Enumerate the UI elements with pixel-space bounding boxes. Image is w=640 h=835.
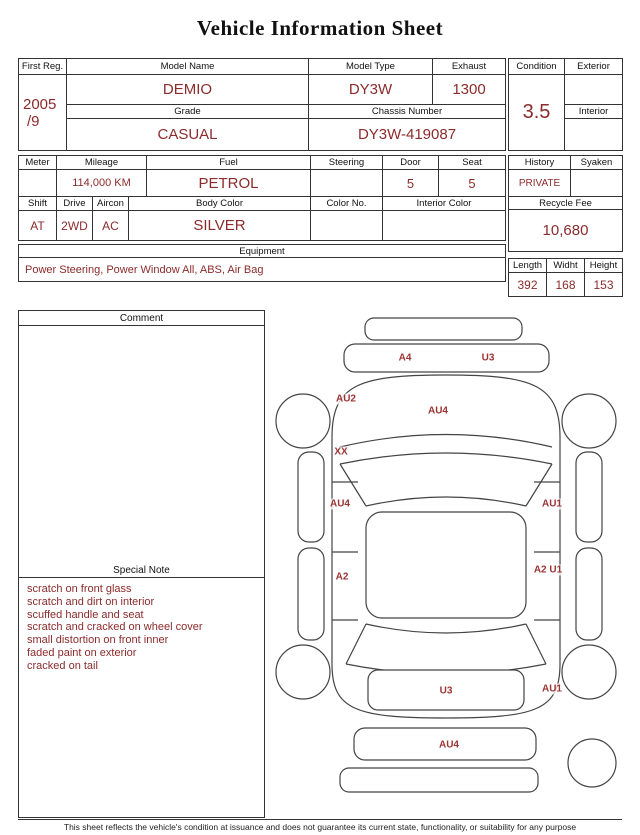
- door-label: Door: [383, 156, 439, 170]
- special-note-item: small distortion on front inner: [27, 634, 169, 647]
- exhaust-value: 1300: [433, 75, 506, 105]
- steering-label: Steering: [311, 156, 383, 170]
- drive-label: Drive: [57, 197, 93, 211]
- model-name-value: DEMIO: [67, 75, 309, 105]
- model-type-label: Model Type: [309, 59, 433, 75]
- damage-code: XX: [334, 446, 348, 458]
- damage-code: AU2: [335, 393, 357, 405]
- damage-code: AU4: [329, 498, 351, 510]
- width-label: Widht: [547, 259, 585, 273]
- seat-value: 5: [439, 170, 506, 197]
- syaken-value: [571, 170, 623, 197]
- equipment-table: [18, 244, 506, 282]
- special-note-label: Special Note: [19, 563, 264, 578]
- height-value: 153: [585, 273, 623, 297]
- chassis-number-value: DY3W-419087: [309, 119, 506, 151]
- grade-label: Grade: [67, 105, 309, 119]
- interior-color-value: [383, 211, 506, 241]
- model-type-value: DY3W: [309, 75, 433, 105]
- special-note-item: cracked on tail: [27, 659, 98, 672]
- fuel-label: Fuel: [147, 156, 311, 170]
- width-value: 168: [547, 273, 585, 297]
- body-color-value: SILVER: [129, 211, 311, 241]
- page-title: Vehicle Information Sheet: [196, 16, 444, 40]
- seat-label: Seat: [439, 156, 506, 170]
- specs-table-b: [18, 196, 506, 241]
- height-label: Height: [585, 259, 623, 273]
- steering-value: [311, 170, 383, 197]
- damage-code: U3: [439, 685, 453, 697]
- comment-label: Comment: [19, 311, 264, 326]
- dimensions-table: [508, 258, 623, 297]
- drive-value: 2WD: [57, 211, 93, 241]
- color-no-value: [311, 211, 383, 241]
- car-damage-diagram: [268, 312, 632, 812]
- damage-codes: [268, 312, 632, 812]
- specs-table-a: [18, 155, 506, 197]
- first-reg-month: /9: [27, 112, 40, 130]
- special-note-item: scratch and cracked on wheel cover: [27, 621, 203, 634]
- interior-label: Interior: [565, 105, 623, 119]
- exterior-label: Exterior: [565, 59, 623, 75]
- first-reg-year: 2005: [23, 95, 57, 113]
- body-color-label: Body Color: [129, 197, 311, 211]
- shift-value: AT: [19, 211, 57, 241]
- history-value: PRIVATE: [509, 170, 571, 197]
- length-label: Length: [509, 259, 547, 273]
- damage-code: A4: [398, 352, 412, 364]
- recycle-fee-value: 10,680: [509, 210, 623, 252]
- vehicle-main-table: [18, 58, 506, 151]
- damage-code: A2: [335, 571, 349, 583]
- special-note-item: scratch and dirt on interior: [27, 595, 155, 608]
- meter-label: Meter: [19, 156, 57, 170]
- mileage-label: Mileage: [57, 156, 147, 170]
- aircon-label: Aircon: [93, 197, 129, 211]
- damage-code: AU1: [541, 683, 563, 695]
- condition-label: Condition: [509, 59, 565, 75]
- history-table: [508, 155, 623, 197]
- fuel-value: PETROL: [147, 170, 311, 197]
- equipment-value: Power Steering, Power Window All, ABS, Air Bag: [19, 258, 506, 282]
- recycle-fee-table: [508, 196, 623, 252]
- history-label: History: [509, 156, 571, 170]
- interior-color-label: Interior Color: [383, 197, 506, 211]
- aircon-value: AC: [93, 211, 129, 241]
- special-note-item: scratch on front glass: [27, 583, 132, 595]
- condition-value: 3.5: [509, 75, 565, 151]
- mileage-value: 114,000 KM: [57, 170, 147, 197]
- equipment-label: Equipment: [19, 245, 506, 258]
- special-note-item: faded paint on exterior: [27, 646, 137, 659]
- meter-value: [19, 170, 57, 197]
- chassis-number-label: Chassis Number: [309, 105, 506, 119]
- recycle-fee-label: Recycle Fee: [509, 197, 623, 210]
- shift-label: Shift: [19, 197, 57, 211]
- interior-value: [565, 119, 623, 151]
- door-value: 5: [383, 170, 439, 197]
- damage-code: U3: [481, 352, 495, 364]
- comment-box: [18, 310, 265, 818]
- exhaust-label: Exhaust: [433, 59, 506, 75]
- damage-code: A2 U1: [533, 564, 563, 576]
- length-value: 392: [509, 273, 547, 297]
- footer-divider: [18, 819, 622, 820]
- damage-code: AU1: [541, 498, 563, 510]
- syaken-label: Syaken: [571, 156, 623, 170]
- grade-value: CASUAL: [67, 119, 309, 151]
- condition-table: [508, 58, 623, 151]
- damage-code: AU4: [427, 405, 449, 417]
- model-name-label: Model Name: [67, 59, 309, 75]
- special-note-list: [19, 583, 264, 673]
- footer-disclaimer: This sheet reflects the vehicle's condition at issuance and does not guarantee its current state, functionality, or suitability for any purpose: [63, 822, 577, 832]
- first-reg-value: [19, 75, 67, 151]
- damage-code: AU4: [438, 739, 460, 751]
- first-reg-label: First Reg.: [19, 59, 67, 75]
- special-note-item: scuffed handle and seat: [27, 608, 144, 621]
- exterior-value: [565, 75, 623, 105]
- color-no-label: Color No.: [311, 197, 383, 211]
